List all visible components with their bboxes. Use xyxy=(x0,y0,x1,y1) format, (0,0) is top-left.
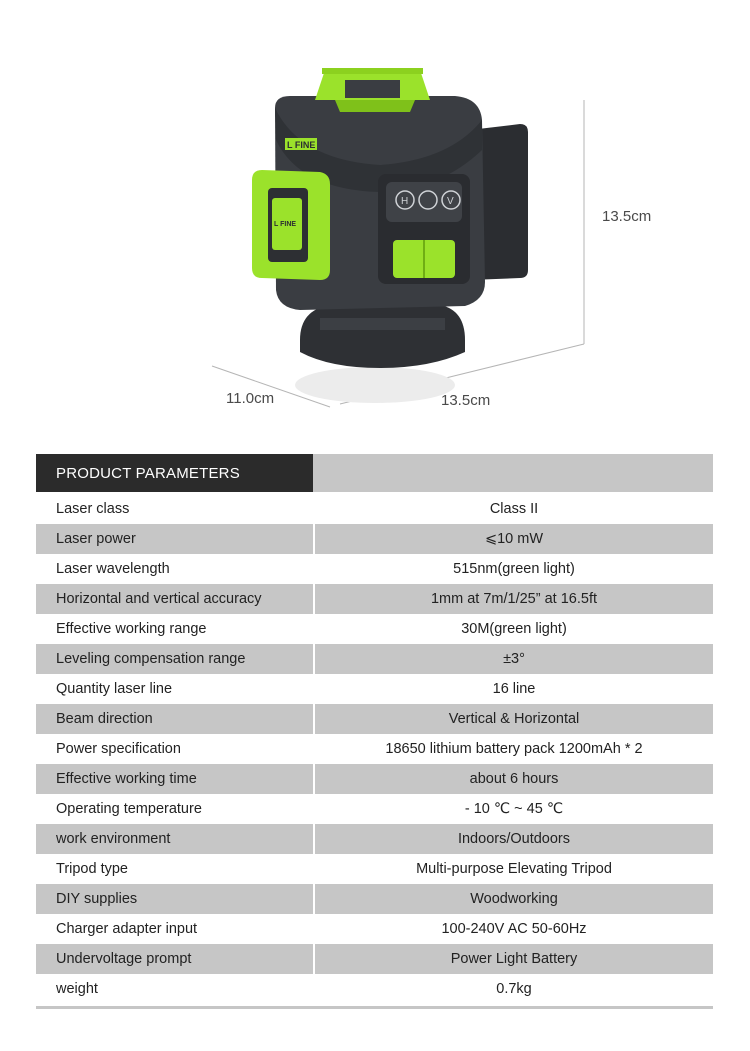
product-illustration xyxy=(0,0,750,440)
param-value: Woodworking xyxy=(315,884,713,914)
param-value: Class II xyxy=(489,501,539,517)
param-value: 515nm(green light) xyxy=(453,561,575,577)
table-header-filler xyxy=(313,454,713,492)
table-row xyxy=(36,854,713,884)
param-label: Beam direction xyxy=(36,704,313,734)
param-value: ⩽10 mW xyxy=(315,524,713,554)
table-row xyxy=(36,554,713,584)
param-value: 18650 lithium battery pack 1200mAh * 2 xyxy=(385,741,643,757)
param-value: Power Light Battery xyxy=(315,944,713,974)
param-value: 1mm at 7m/1/25” at 16.5ft xyxy=(315,584,713,614)
param-label: Horizontal and vertical accuracy xyxy=(36,584,313,614)
svg-text:L FINE: L FINE xyxy=(287,140,316,150)
table-row xyxy=(36,524,713,554)
param-value: Vertical & Horizontal xyxy=(315,704,713,734)
param-label: Quantity laser line xyxy=(56,681,173,697)
param-value: 30M(green light) xyxy=(461,621,567,637)
table-row xyxy=(36,644,713,674)
param-label: Laser class xyxy=(56,501,130,517)
param-label: Tripod type xyxy=(56,861,128,877)
param-value: about 6 hours xyxy=(315,764,713,794)
param-label: weight xyxy=(56,981,98,997)
param-label: Operating temperature xyxy=(56,801,202,817)
table-row xyxy=(36,674,713,704)
table-row xyxy=(36,914,713,944)
table-row xyxy=(36,734,713,764)
param-label: Charger adapter input xyxy=(56,921,198,937)
table-row xyxy=(36,704,713,734)
table-bottom-divider xyxy=(36,1006,713,1009)
param-value: Multi-purpose Elevating Tripod xyxy=(416,861,612,877)
param-value: 0.7kg xyxy=(496,981,532,997)
table-title: PRODUCT PARAMETERS xyxy=(36,454,313,492)
table-row xyxy=(36,974,713,1004)
height-dimension-label: 13.5cm xyxy=(602,208,652,225)
param-label: work environment xyxy=(36,824,313,854)
param-label: Effective working time xyxy=(36,764,313,794)
table-header xyxy=(36,454,713,492)
table-row xyxy=(36,614,713,644)
param-label: Power specification xyxy=(56,741,181,757)
param-label: Laser power xyxy=(36,524,313,554)
width-dimension-label: 13.5cm xyxy=(441,392,491,409)
param-value: Indoors/Outdoors xyxy=(315,824,713,854)
svg-text:L FINE: L FINE xyxy=(274,221,297,228)
param-value: 100-240V AC 50-60Hz xyxy=(441,921,587,937)
table-row xyxy=(36,884,713,914)
table-row xyxy=(36,824,713,854)
param-label: Leveling compensation range xyxy=(36,644,313,674)
param-label: Undervoltage prompt xyxy=(36,944,313,974)
product-parameters-table xyxy=(36,454,713,1009)
param-value: - 10 ℃ ~ 45 ℃ xyxy=(464,801,564,817)
table-row xyxy=(36,494,713,524)
param-value: ±3° xyxy=(315,644,713,674)
param-label: Laser wavelength xyxy=(56,561,170,577)
table-row xyxy=(36,584,713,614)
table-row xyxy=(36,944,713,974)
svg-text:H: H xyxy=(401,196,409,207)
param-value: 16 line xyxy=(492,681,536,697)
table-row xyxy=(36,764,713,794)
svg-text:V: V xyxy=(447,196,454,207)
depth-dimension-label: 11.0cm xyxy=(226,390,275,407)
param-label: DIY supplies xyxy=(36,884,313,914)
param-label: Effective working range xyxy=(56,621,207,637)
table-row xyxy=(36,794,713,824)
